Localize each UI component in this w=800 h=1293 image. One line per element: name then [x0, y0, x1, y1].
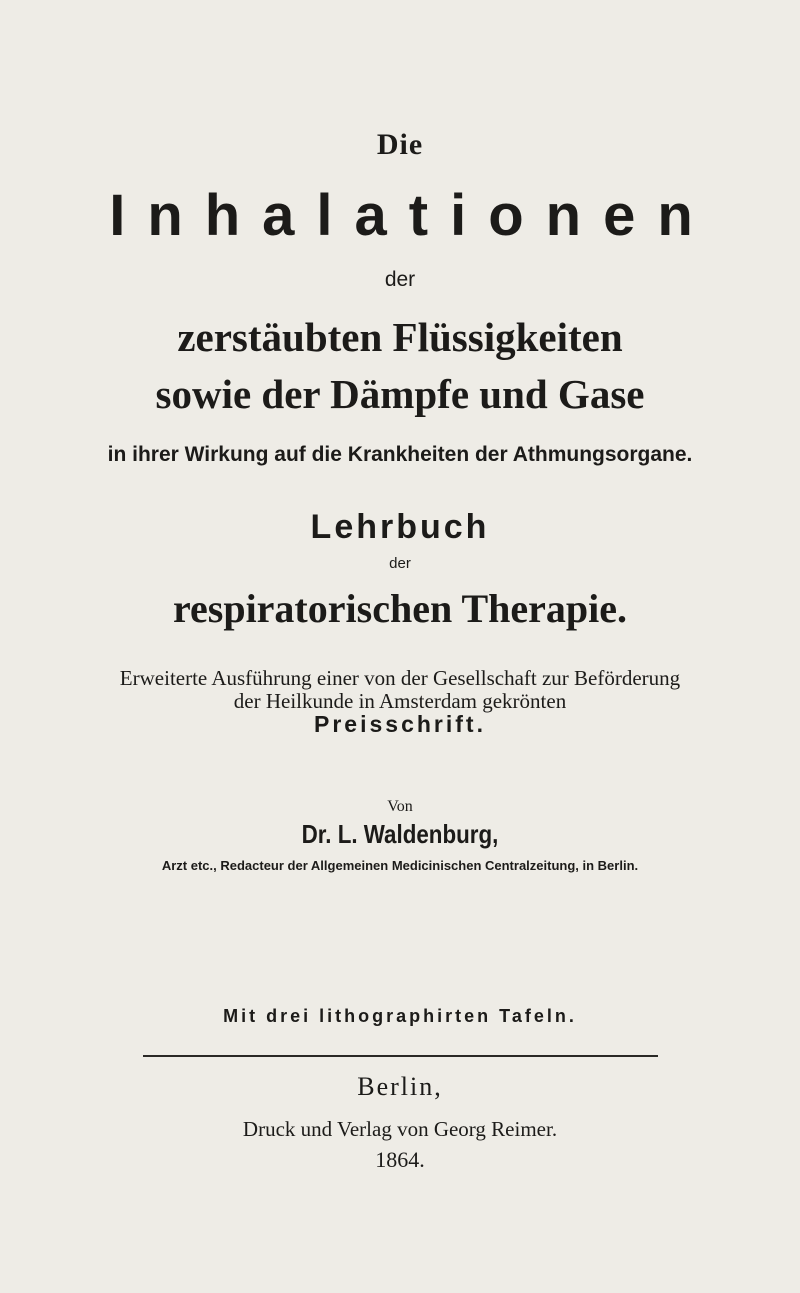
main-title: Inhalationen [109, 183, 715, 248]
publication-year: 1864. [375, 1147, 425, 1172]
subtitle-line-1: zerstäubten Flüssigkeiten [177, 314, 623, 360]
plates-note: Mit drei lithographirten Tafeln. [223, 1006, 577, 1026]
connector-der-1: der [384, 268, 416, 291]
title-die: Die [376, 128, 424, 161]
lehrbuch-heading: Lehrbuch [310, 508, 490, 546]
subtitle-line-3: in ihrer Wirkung auf die Krankheiten der Athmungsorgane. [107, 443, 693, 466]
prize-essay-label: Preisschrift. [314, 711, 486, 737]
author-role: Arzt etc., Redacteur der Allgemeinen Medicinischen Centralzeitung, in Berlin. [161, 858, 639, 873]
subtitle-line-2: sowie der Dämpfe und Gase [155, 371, 645, 417]
publication-city: Berlin, [357, 1072, 443, 1101]
extended-edition-line-2: der Heilkunde in Amsterdam gekrönten [233, 689, 567, 713]
extended-edition-line-1: Erweiterte Ausführung einer von der Gesellschaft zur Beförderung [119, 666, 681, 690]
divider-rule [143, 1055, 658, 1057]
respiratory-therapy-heading: respiratorischen Therapie. [172, 586, 628, 631]
by-label: Von [387, 798, 413, 815]
publisher-line: Druck und Verlag von Georg Reimer. [242, 1117, 558, 1141]
author-name: Dr. L. Waldenburg, [301, 819, 499, 849]
connector-der-2: der [389, 555, 411, 572]
